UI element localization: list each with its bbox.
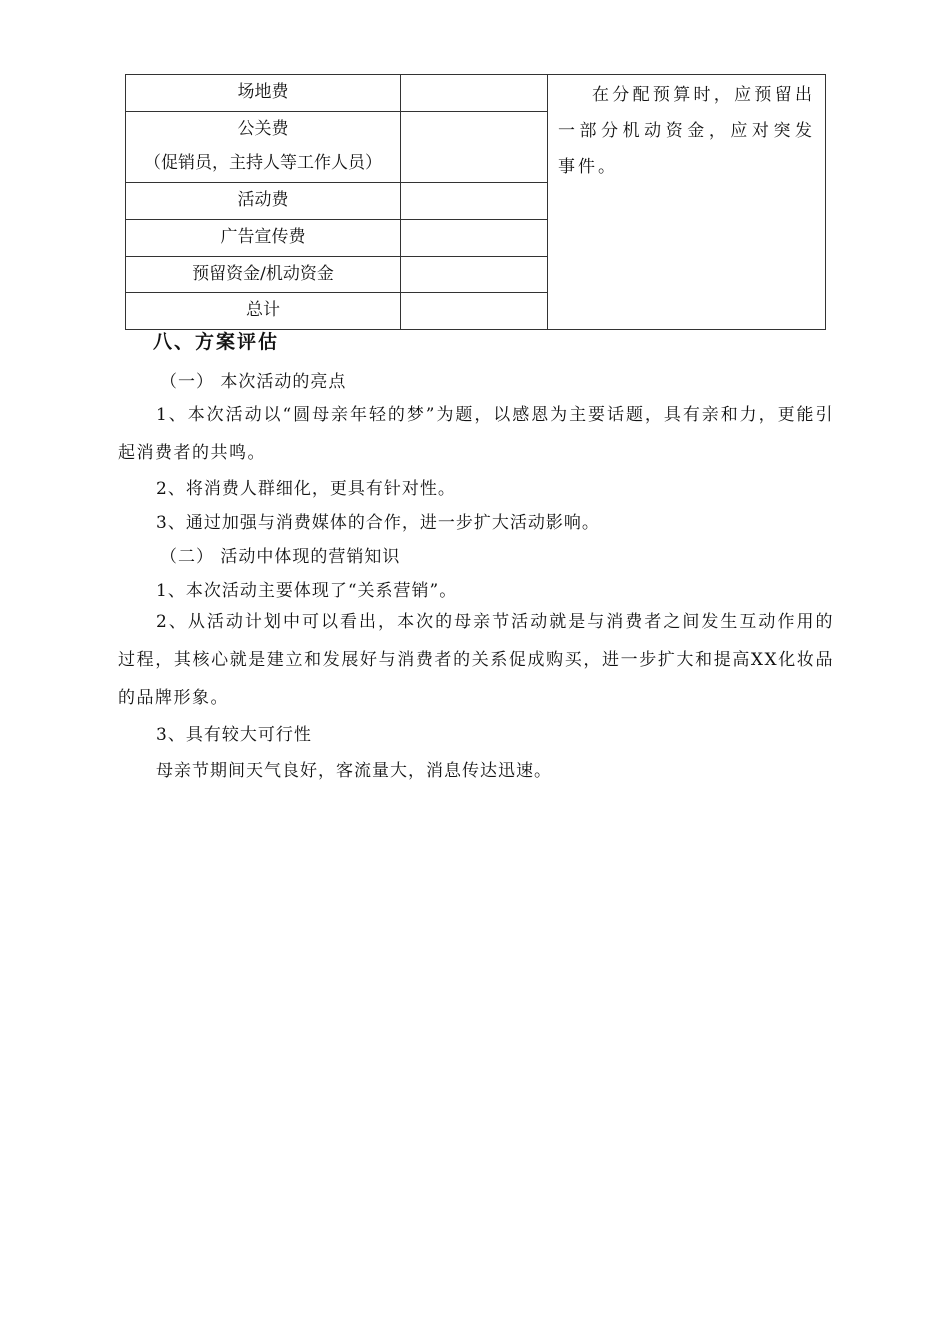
paragraph-feasibility-detail: 母亲节期间天气良好，客流量大，消息传达迅速。 bbox=[156, 761, 552, 781]
item-pr-fee-line2: （促销员，主持人等工作人员） bbox=[144, 153, 382, 173]
amount-cell bbox=[401, 112, 548, 183]
item-venue-fee: 场地费 bbox=[126, 75, 401, 112]
paragraph-marketing-2: 2、从活动计划中可以看出，本次的母亲节活动就是与消费者之间发生互动作用的过程，其核心就是建立和发展好与消费者的关系促成购买，进一步扩大和提高XX化妆品的品牌形象。 bbox=[118, 612, 834, 708]
amount-cell bbox=[401, 257, 548, 293]
table-row bbox=[126, 75, 826, 112]
budget-table bbox=[125, 74, 826, 330]
paragraph-highlight-2: 2、将消费人群细化，更具有针对性。 bbox=[156, 479, 456, 499]
amount-cell bbox=[401, 220, 548, 257]
item-ad-fee: 广告宣传费 bbox=[126, 220, 401, 257]
paragraph-marketing-1: 1、本次活动主要体现了“关系营销”。 bbox=[156, 581, 458, 601]
paragraph-highlight-1: 1、本次活动以“圆母亲年轻的梦”为题，以感恩为主要话题，具有亲和力，更能引起消费者的共鸣。 bbox=[118, 405, 834, 463]
item-reserve-fund: 预留资金/机动资金 bbox=[126, 257, 401, 293]
budget-note: 在分配预算时，应预留出一部分机动资金，应对突发事件。 bbox=[548, 75, 826, 330]
amount-cell bbox=[401, 293, 548, 330]
paragraph-feasibility: 3、具有较大可行性 bbox=[156, 725, 312, 745]
subsection-highlights: （一） 本次活动的亮点 bbox=[160, 372, 347, 392]
paragraph-highlight-3: 3、通过加强与消费媒体的合作，进一步扩大活动影响。 bbox=[156, 513, 600, 533]
item-activity-fee: 活动费 bbox=[126, 183, 401, 220]
item-pr-fee bbox=[126, 112, 401, 183]
section-heading: 八、方案评估 bbox=[153, 331, 280, 353]
item-pr-fee-line1: 公关费 bbox=[237, 119, 289, 139]
amount-cell bbox=[401, 183, 548, 220]
subsection-marketing: （二） 活动中体现的营销知识 bbox=[160, 547, 401, 567]
amount-cell bbox=[401, 75, 548, 112]
item-total: 总计 bbox=[126, 293, 401, 330]
